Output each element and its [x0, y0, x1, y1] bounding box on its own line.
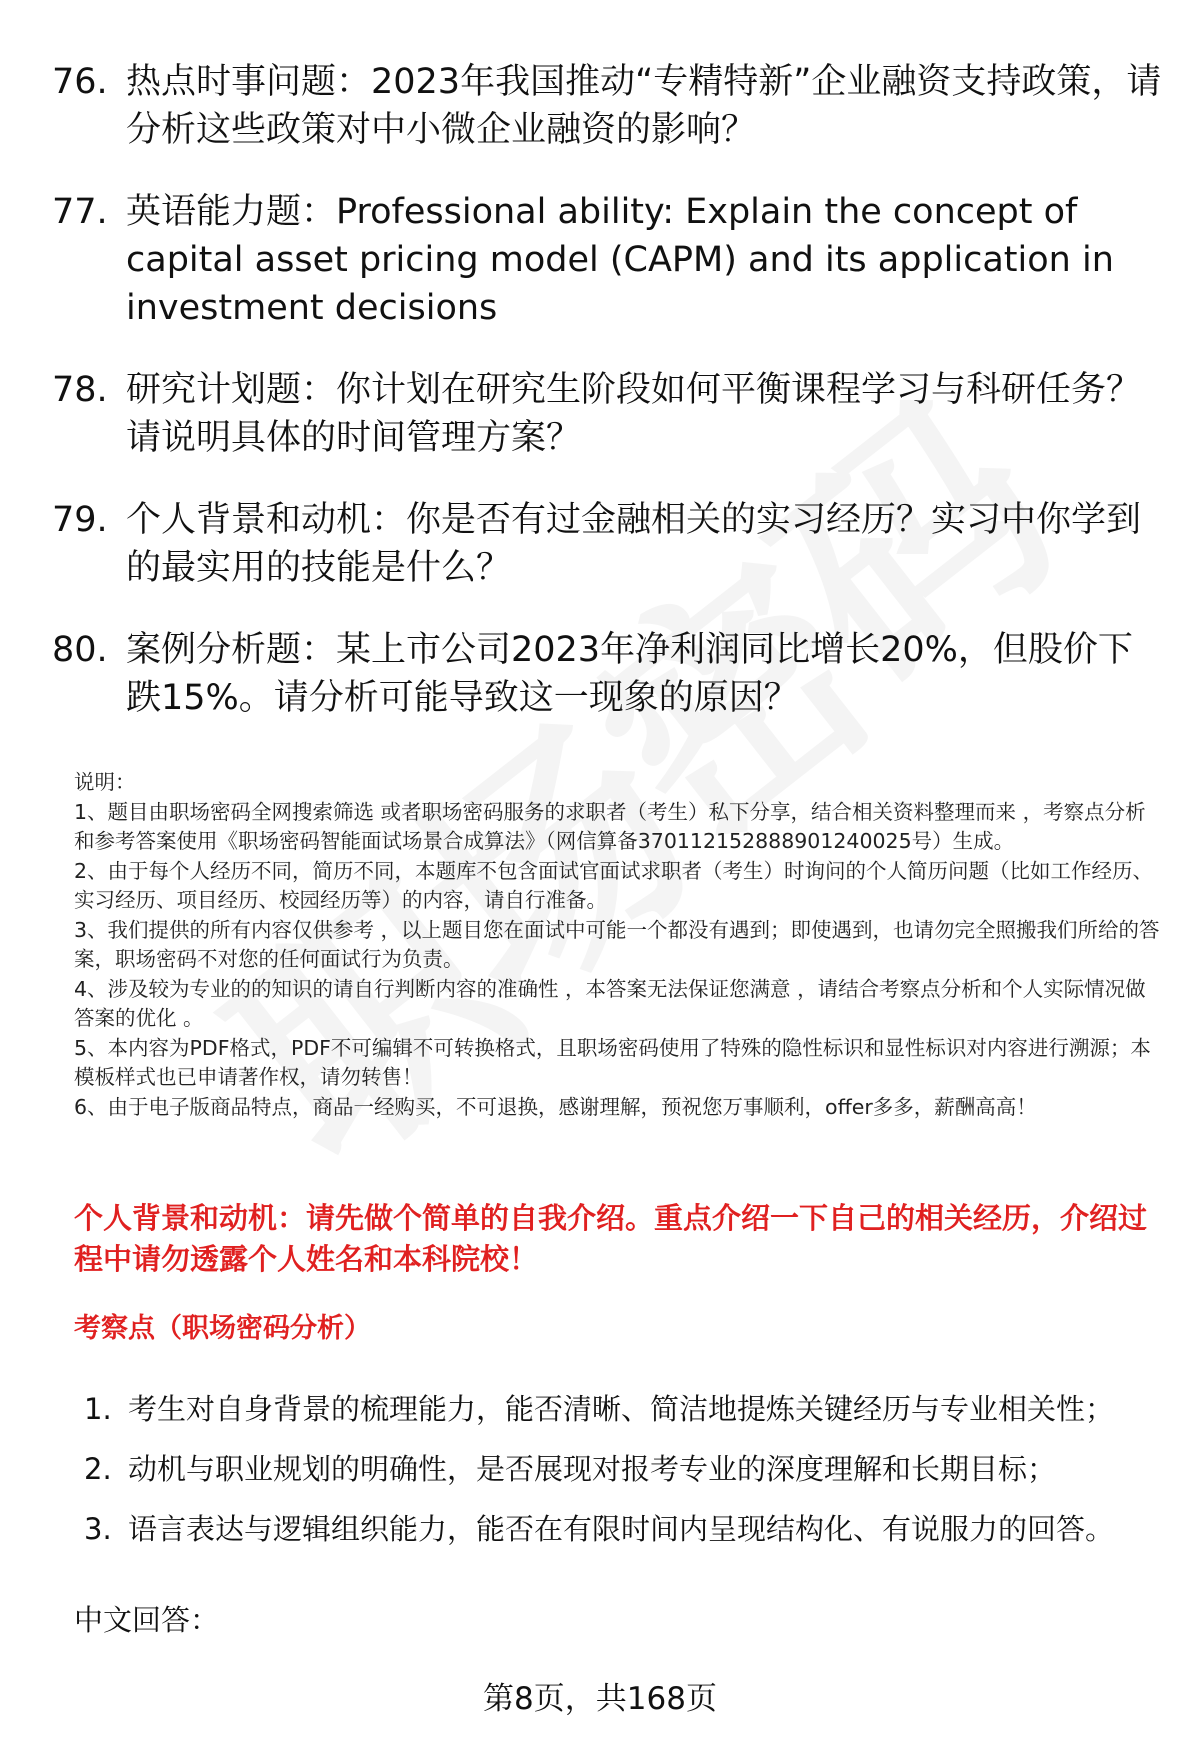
question-number: 78.	[52, 370, 108, 410]
point-number: 2.	[84, 1452, 112, 1486]
point-text: 动机与职业规划的明确性，是否展现对报考专业的深度理解和长期目标；	[128, 1452, 1057, 1486]
question-number: 76.	[52, 62, 108, 102]
note-item: 5、本内容为PDF格式，PDF不可编辑不可转换格式，且职场密码使用了特殊的隐性标识和显性标识对内容进行溯源；本模板样式也已申请著作权，请勿转售！	[74, 1035, 1151, 1089]
note-item: 1、题目由职场密码全网搜索筛选 或者职场密码服务的求职者（考生）私下分享，结合相关资料整理而来 ，考察点分析和参考答案使用《职场密码智能面试场景合成算法》（网信算备370112152888901240025号）生成。	[74, 799, 1146, 853]
question-text: 英语能力题：Professional ability: Explain the concept of capital asset pricing model (CAPM) and its application in investment decisions	[126, 192, 1114, 328]
point-text: 考生对自身背景的梳理能力，能否清晰、简洁地提炼关键经历与专业相关性；	[128, 1392, 1115, 1426]
question-item	[52, 58, 1162, 154]
notes-title: 说明：	[74, 770, 136, 794]
point-text: 语言表达与逻辑组织能力，能否在有限时间内呈现结构化、有说服力的回答。	[128, 1512, 1115, 1546]
note-item: 6、由于电子版商品特点，商品一经购买，不可退换，感谢理解，预祝您万事顺利，offer多多，薪酬高高！	[74, 1094, 1037, 1119]
notes-section	[74, 768, 1160, 1122]
analysis-point	[84, 1508, 1174, 1550]
question-number: 77.	[52, 192, 108, 232]
question-list	[52, 58, 1162, 756]
question-number: 79.	[52, 500, 108, 540]
question-item	[52, 496, 1162, 592]
question-text: 案例分析题：某上市公司2023年净利润同比增长20%，但股价下跌15%。请分析可能导致这一现象的原因？	[126, 630, 1133, 718]
question-text: 研究计划题：你计划在研究生阶段如何平衡课程学习与科研任务？请说明具体的时间管理方案？	[126, 370, 1142, 458]
analysis-point	[84, 1448, 1174, 1490]
page-footer: 第8页，共168页	[483, 1681, 717, 1717]
note-item: 2、由于每个人经历不同，简历不同，本题库不包含面试官面试求职者（考生）时询问的个人简历问题（比如工作经历、实习经历、项目经历、校园经历等）的内容，请自行准备。	[74, 858, 1154, 912]
question-text: 个人背景和动机：你是否有过金融相关的实习经历？实习中你学到的最实用的技能是什么？	[126, 500, 1142, 588]
analysis-points	[84, 1388, 1174, 1568]
point-number: 3.	[84, 1512, 112, 1546]
point-number: 1.	[84, 1392, 112, 1426]
question-text: 热点时事问题：2023年我国推动“专精特新”企业融资支持政策，请分析这些政策对中小微企业融资的影响？	[126, 62, 1162, 150]
note-item: 3、我们提供的所有内容仅供参考 ，以上题目您在面试中可能一个都没有遇到；即使遇到，也请勿完全照搬我们所给的答案，职场密码不对您的任何面试行为负责。	[74, 917, 1160, 971]
answer-label: 中文回答：	[74, 1603, 220, 1637]
note-item: 4、涉及较为专业的的知识的请自行判断内容的准确性 ，本答案无法保证您满意 ，请结合考察点分析和个人实际情况做答案的优化 。	[74, 976, 1146, 1030]
question-item	[52, 626, 1162, 722]
question-number: 80.	[52, 630, 108, 670]
analysis-subheading: 考察点（职场密码分析）	[74, 1313, 371, 1344]
analysis-point	[84, 1388, 1174, 1430]
highlight-question-heading: 个人背景和动机：请先做个简单的自我介绍。重点介绍一下自己的相关经历，介绍过程中请勿透露个人姓名和本科院校！	[74, 1201, 1148, 1276]
question-item	[52, 188, 1162, 332]
question-item	[52, 366, 1162, 462]
